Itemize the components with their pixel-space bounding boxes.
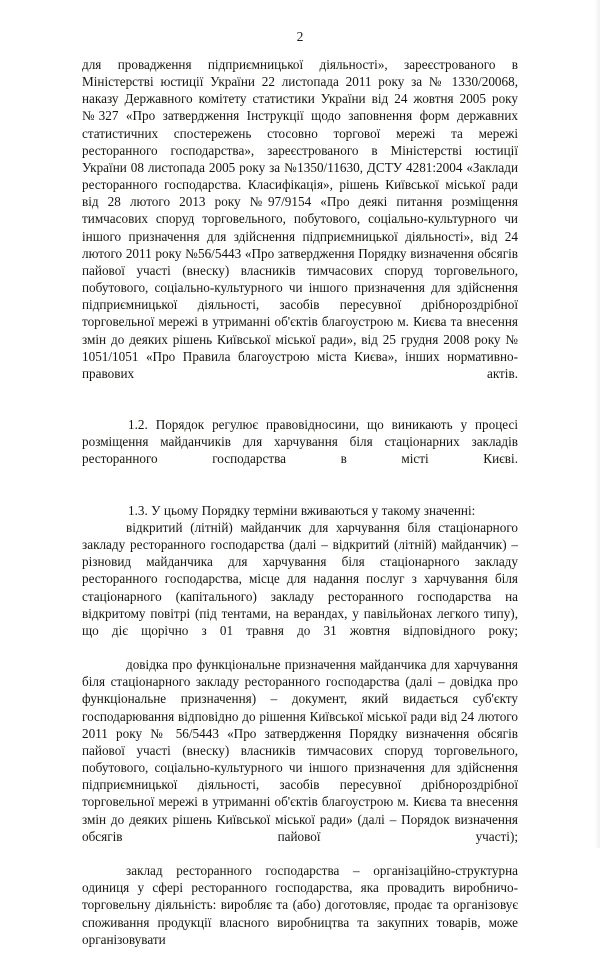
page-number: 2	[296, 29, 304, 44]
term-restaurant-establishment: заклад ресторанного господарства – організаційно-структурна одиниця у сфері ресторанного господарства, яка провадить виробничо-торговельну діяльність: виробляє та (або) доготовляє, продає та організовує споживання продукції власного виробництва та закупних товарів, може організовувати	[82, 863, 518, 947]
document-body	[82, 56, 518, 965]
paragraph-continued: для провадження підприємницької діяльності», зареєстрованого в Міністерстві юстиції України 22 листопада 2011 року за № 1330/20068, наказу Державного комітету статистики України від 24 жовтня 2005 року №327 «Про затвердження Інструкції щодо заповнення форм державних статистичних спостережень стосовно торгової мережі та мережі ресторанного господарства», зареєстрованого в Міністерстві юстиції України 08 листопада 2005 року за №1350/11630, ДСТУ 4281:2004 «Заклади ресторанного господарства. Класифікація», рішень Київської міської ради від 28 лютого 2013 року №97/9154 «Про деякі питання розміщення тимчасових споруд торговельного, побутового, соціально-культурного чи іншого призначення для здійснення підприємницької діяльності», від 24 лютого 2011 року №56/5443 «Про затвердження Порядку визначення обсягів пайової участі (внеску) власників тимчасових споруд торговельного, побутового, соціально-культурного чи іншого призначення для здійснення підприємницької діяльності, засобів пересувної дрібнороздрібної торговельної мережі в утриманні об'єктів благоустрою м. Києва та внесення змін до деяких рішень Київської міської ради», від 25 грудня 2008 року № 1051/1051 «Про Правила благоустрою міста Києва», інших нормативно-правових актів.	[82, 57, 518, 381]
clause-1-2: 1.2. Порядок регулює правовідносини, що виникають у процесі розміщення майданчиків для харчування біля стаціонарних закладів ресторанного господарства в місті Києві.	[82, 417, 518, 467]
term-open-seasonal-terrace: відкритий (літній) майданчик для харчування біля стаціонарного закладу ресторанного господарства (далі – відкритий (літній) майданчик) – різновид майданчика для харчування біля стаціонарного закладу ресторанного господарства, місце для надання послуг з харчування біля стаціонарного (капітального) закладу ресторанного господарства на відкритому повітрі (під тентами, на верандах, у павільйонах легкого типу), що діє щорічно з 01 травня до 31 жовтня відповідного року;	[82, 519, 518, 638]
term-functional-purpose-certificate: довідка про функціональне призначення майданчика для харчування біля стаціонарного закладу ресторанного господарства (далі – довідка про функціональне призначення) – документ, який видається суб'єкту господарювання відповідно до рішення Київської міської ради від 24 лютого 2011 року № 56/5443 «Про затвердження Порядку визначення обсягів пайової участі (внеску) власників тимчасових споруд торговельного, побутового, соціально-культурного чи іншого призначення для здійснення підприємницької діяльності, засобів пересувної дрібнороздрібної торговельної мережі в утриманні об'єктів благоустрою м. Києва та внесення змін до деяких рішень Київської міської ради» (далі – Порядок визначення обсягів пайової участі);	[82, 657, 518, 844]
scan-edge-shadow	[594, 0, 600, 848]
clause-1-3: 1.3. У цьому Порядку терміни вживаються у такому значенні:	[128, 502, 476, 518]
